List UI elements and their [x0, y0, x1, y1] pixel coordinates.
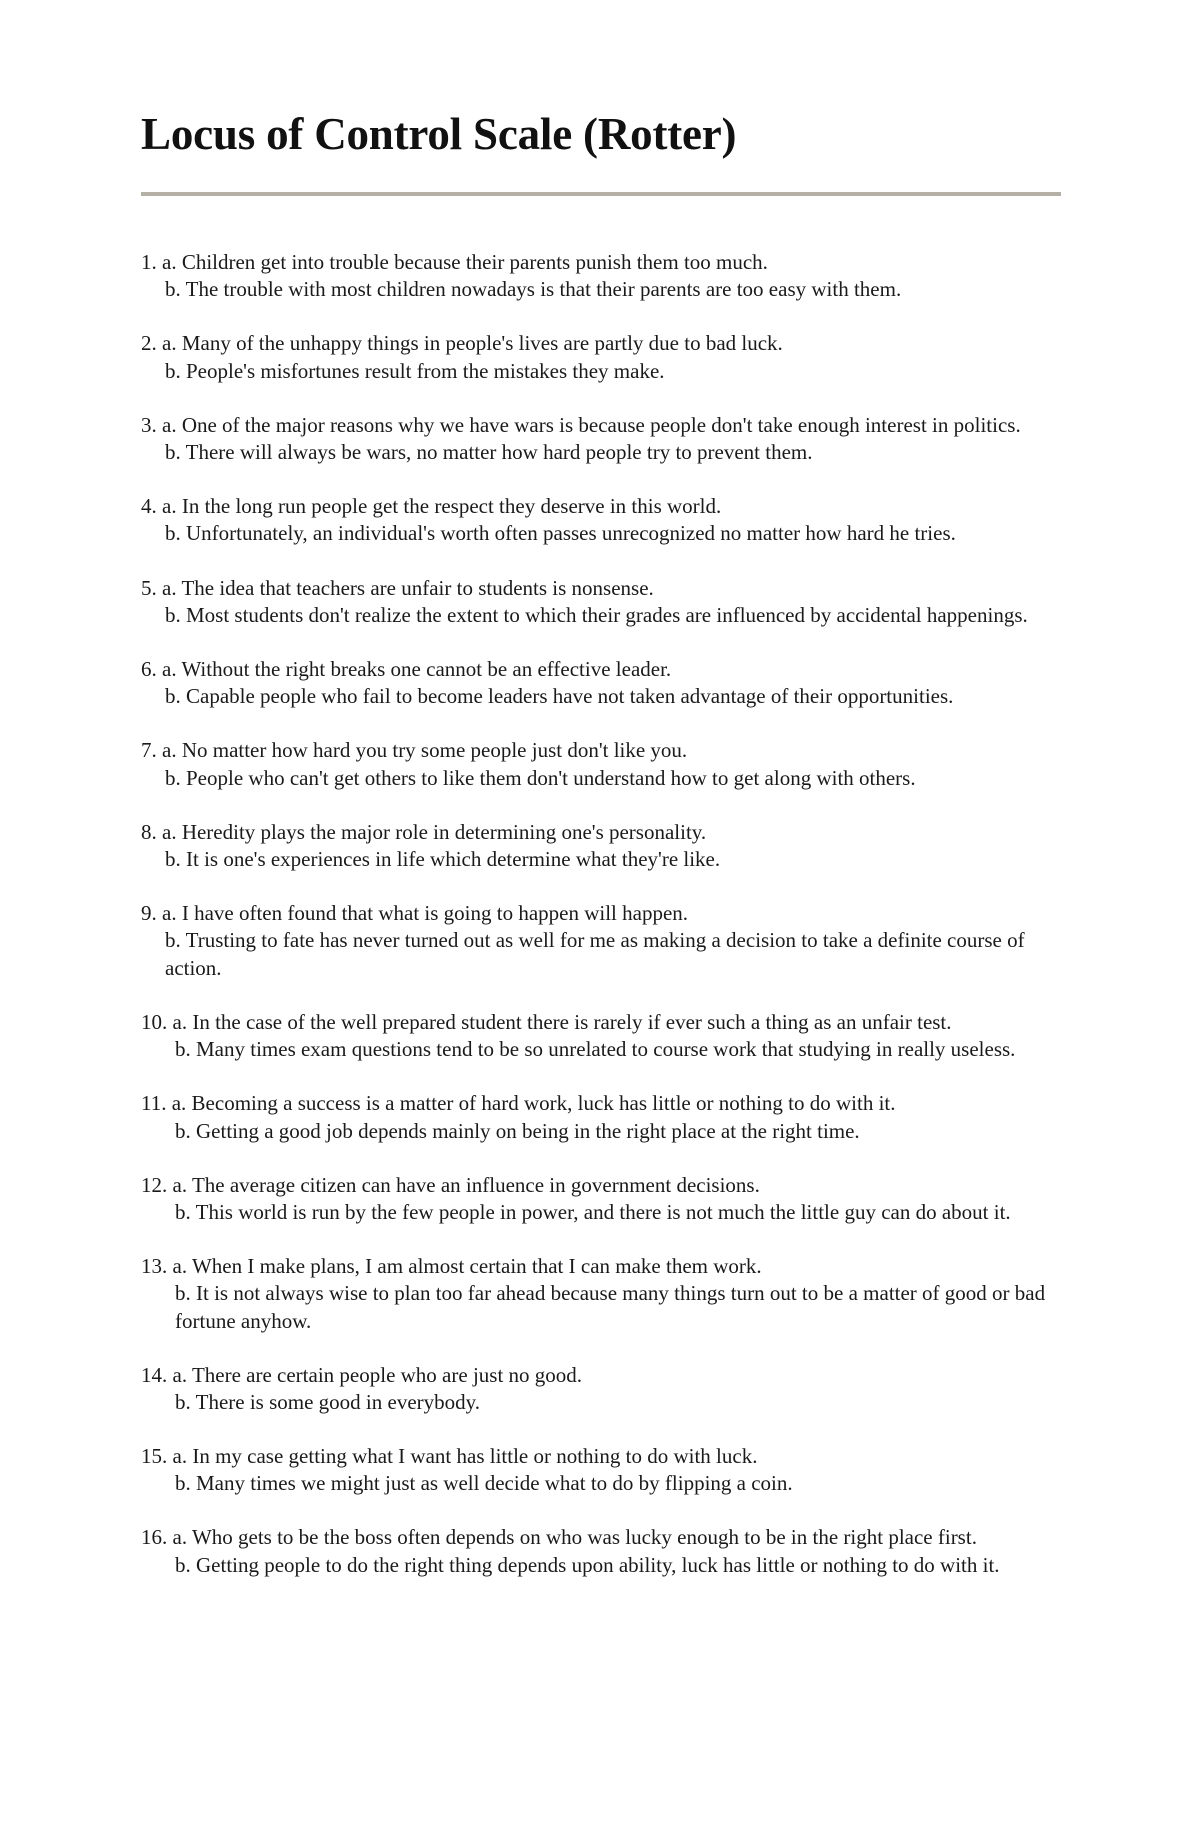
option-a-text: a. The average citizen can have an influence in government decisions. [172, 1172, 760, 1197]
option-a-text: a. Heredity plays the major role in determining one's personality. [162, 819, 707, 844]
option-a-text: a. In the long run people get the respect they deserve in this world. [162, 494, 722, 519]
question-item-16 [141, 1524, 1061, 1579]
option-a-text: a. When I make plans, I am almost certain that I can make them work. [172, 1253, 762, 1278]
question-item-4 [141, 493, 1061, 548]
question-number: 6. [141, 656, 157, 681]
option-b: b. There will always be wars, no matter how hard people try to prevent them. [165, 440, 813, 465]
option-b: b. People's misfortunes result from the mistakes they make. [165, 358, 665, 383]
option-a [141, 493, 1061, 520]
option-a-text: a. Without the right breaks one cannot be an effective leader. [162, 656, 672, 681]
option-a [141, 1090, 1061, 1117]
question-number: 7. [141, 738, 157, 763]
option-a-text: a. The idea that teachers are unfair to students is nonsense. [162, 575, 654, 600]
question-item-12 [141, 1172, 1061, 1227]
option-a [141, 1009, 1061, 1036]
option-b: b. People who can't get others to like them don't understand how to get along with others. [165, 765, 916, 790]
option-b: b. There is some good in everybody. [175, 1389, 481, 1414]
option-a-text: a. Children get into trouble because their parents punish them too much. [162, 250, 768, 274]
question-number: 15. [141, 1444, 168, 1469]
question-item-13 [141, 1253, 1061, 1335]
option-a [141, 656, 1061, 683]
question-item-9 [141, 900, 1061, 982]
option-a [141, 1253, 1061, 1280]
option-b: b. Trusting to fate has never turned out as well for me as making a decision to take a definite course of action. [165, 928, 1025, 980]
question-number: 1. [141, 250, 157, 274]
question-item-1 [141, 249, 1061, 304]
option-a [141, 412, 1061, 439]
option-a-text: a. There are certain people who are just no good. [172, 1362, 583, 1387]
option-b: b. Capable people who fail to become leaders have not taken advantage of their opportunities. [165, 684, 954, 709]
option-b: b. Unfortunately, an individual's worth often passes unrecognized no matter how hard he tries. [165, 521, 956, 546]
option-b: b. The trouble with most children nowadays is that their parents are too easy with them. [165, 277, 902, 302]
question-item-5 [141, 575, 1061, 630]
option-a [141, 575, 1061, 602]
option-a [141, 737, 1061, 764]
question-number: 8. [141, 819, 157, 844]
question-number: 13. [141, 1253, 168, 1278]
question-number: 2. [141, 331, 157, 356]
option-a [141, 249, 1061, 276]
option-a [141, 1362, 1061, 1389]
title-divider [141, 192, 1061, 196]
question-number: 3. [141, 412, 157, 437]
question-item-11 [141, 1090, 1061, 1145]
option-b: b. Many times exam questions tend to be so unrelated to course work that studying in really useless. [175, 1037, 1016, 1062]
question-item-6 [141, 656, 1061, 711]
option-a-text: a. I have often found that what is going to happen will happen. [162, 901, 689, 926]
question-number: 5. [141, 575, 157, 600]
option-b: b. It is one's experiences in life which determine what they're like. [165, 847, 721, 872]
question-item-14 [141, 1362, 1061, 1417]
option-b: b. This world is run by the few people in power, and there is not much the little guy can do about it. [175, 1199, 1011, 1224]
option-b: b. Getting people to do the right thing depends upon ability, luck has little or nothing to do with it. [175, 1552, 1000, 1577]
option-b: b. Most students don't realize the extent to which their grades are influenced by accidental happenings. [165, 602, 1028, 627]
option-a-text: a. In my case getting what I want has little or nothing to do with luck. [172, 1444, 758, 1469]
question-item-8 [141, 819, 1061, 874]
option-a [141, 819, 1061, 846]
option-a [141, 1172, 1061, 1199]
question-list [141, 249, 1061, 1606]
question-item-2 [141, 330, 1061, 385]
question-number: 11. [141, 1091, 167, 1116]
option-a-text: a. Who gets to be the boss often depends on who was lucky enough to be in the right place first. [172, 1525, 977, 1550]
question-number: 16. [141, 1525, 168, 1550]
option-b: b. Many times we might just as well decide what to do by flipping a coin. [175, 1471, 793, 1496]
option-a [141, 1524, 1061, 1551]
question-item-7 [141, 737, 1061, 792]
option-a-text: a. No matter how hard you try some people just don't like you. [162, 738, 688, 763]
option-a-text: a. In the case of the well prepared student there is rarely if ever such a thing as an unfair test. [172, 1009, 952, 1034]
question-number: 9. [141, 901, 157, 926]
question-number: 12. [141, 1172, 168, 1197]
option-b: b. Getting a good job depends mainly on being in the right place at the right time. [175, 1118, 860, 1143]
option-a [141, 1443, 1061, 1470]
option-a-text: a. Becoming a success is a matter of hard work, luck has little or nothing to do with it. [171, 1091, 896, 1116]
option-a [141, 330, 1061, 357]
question-item-15 [141, 1443, 1061, 1498]
question-item-3 [141, 412, 1061, 467]
option-a-text: a. Many of the unhappy things in people's lives are partly due to bad luck. [162, 331, 783, 356]
question-number: 14. [141, 1362, 168, 1387]
option-a-text: a. One of the major reasons why we have wars is because people don't take enough interest in politics. [162, 412, 1021, 437]
question-number: 10. [141, 1009, 168, 1034]
page-title: Locus of Control Scale (Rotter) [141, 109, 737, 159]
option-b: b. It is not always wise to plan too far ahead because many things turn out to be a matter of good or bad fortune anyhow. [175, 1281, 1046, 1333]
option-a [141, 900, 1061, 927]
question-item-10 [141, 1009, 1061, 1064]
question-number: 4. [141, 494, 157, 519]
